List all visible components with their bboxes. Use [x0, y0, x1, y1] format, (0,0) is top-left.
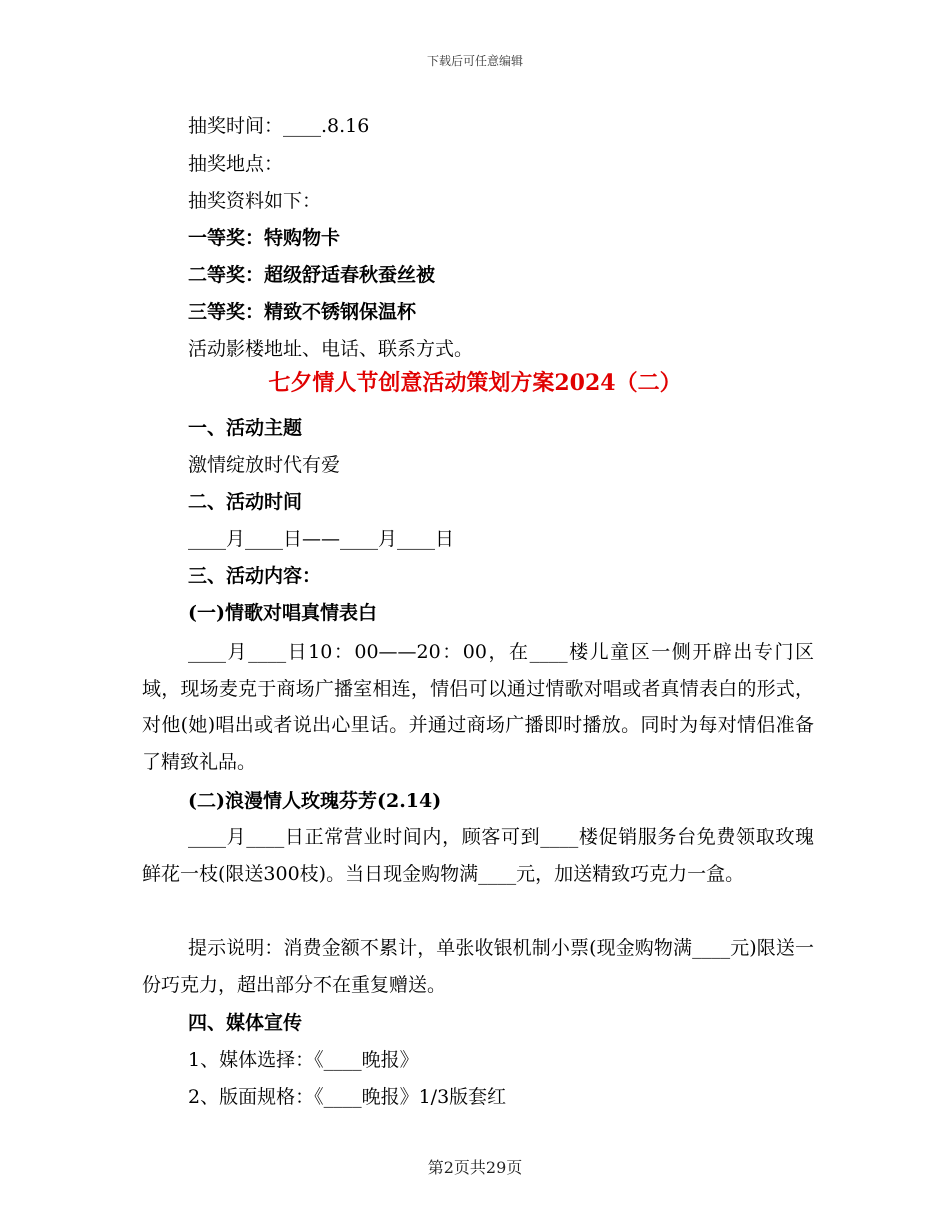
prize-first: 一等奖：特购物卡 [188, 227, 341, 249]
time-heading: 二、活动时间 [188, 491, 303, 513]
sub2-paragraph: ____月____日正常营业时间内，顾客可到____楼促销服务台免费领取玫瑰鲜花一枝(限送300枝)。当日现金购物满____元，加送精致巧克力一盒。 [142, 826, 814, 885]
document-title: 七夕情人节创意活动策划方案2024（二） [268, 370, 682, 396]
prize-third: 三等奖：精致不锈钢保温杯 [188, 301, 417, 323]
content-heading: 三、活动内容： [188, 565, 322, 587]
media-heading: 四、媒体宣传 [188, 1012, 303, 1034]
sub1-heading: (一)情歌对唱真情表白 [188, 602, 377, 624]
page-number: 第2页共29页 [427, 1158, 523, 1177]
theme-heading: 一、活动主题 [188, 417, 303, 439]
lottery-place: 抽奖地点： [188, 153, 284, 175]
note-paragraph: 提示说明：消费金额不累计，单张收银机制小票(现金购物满____元)限送一份巧克力，超出部分不在重复赠送。 [142, 937, 814, 996]
page-header-note: 下载后可任意编辑 [426, 54, 523, 68]
time-text: ____月____日——____月____日 [188, 528, 455, 550]
media-item-2: 2、版面规格：《____晚报》1/3版套红 [188, 1086, 507, 1108]
sub2-heading: (二)浪漫情人玫瑰芬芳(2.14) [188, 790, 442, 812]
prize-second: 二等奖：超级舒适春秋蚕丝被 [188, 264, 436, 286]
theme-text: 激情绽放时代有爱 [188, 454, 341, 476]
media-item-1: 1、媒体选择：《____晚报》 [188, 1049, 419, 1071]
lottery-time: 抽奖时间：____.8.16 [188, 115, 370, 137]
sub1-paragraph: ____月____日10：00——20：00，在____楼儿童区一侧开辟出专门区域，现场麦克于商场广播室相连，情侣可以通过情歌对唱或者真情表白的形式，对他(她)唱出或者说出心里话。并通过商场广播即时播放。同时为每对情侣准备了精致礼品。 [142, 641, 814, 773]
lottery-materials: 抽奖资料如下： [188, 190, 322, 212]
studio-contact: 活动影楼地址、电话、联系方式。 [188, 338, 474, 360]
